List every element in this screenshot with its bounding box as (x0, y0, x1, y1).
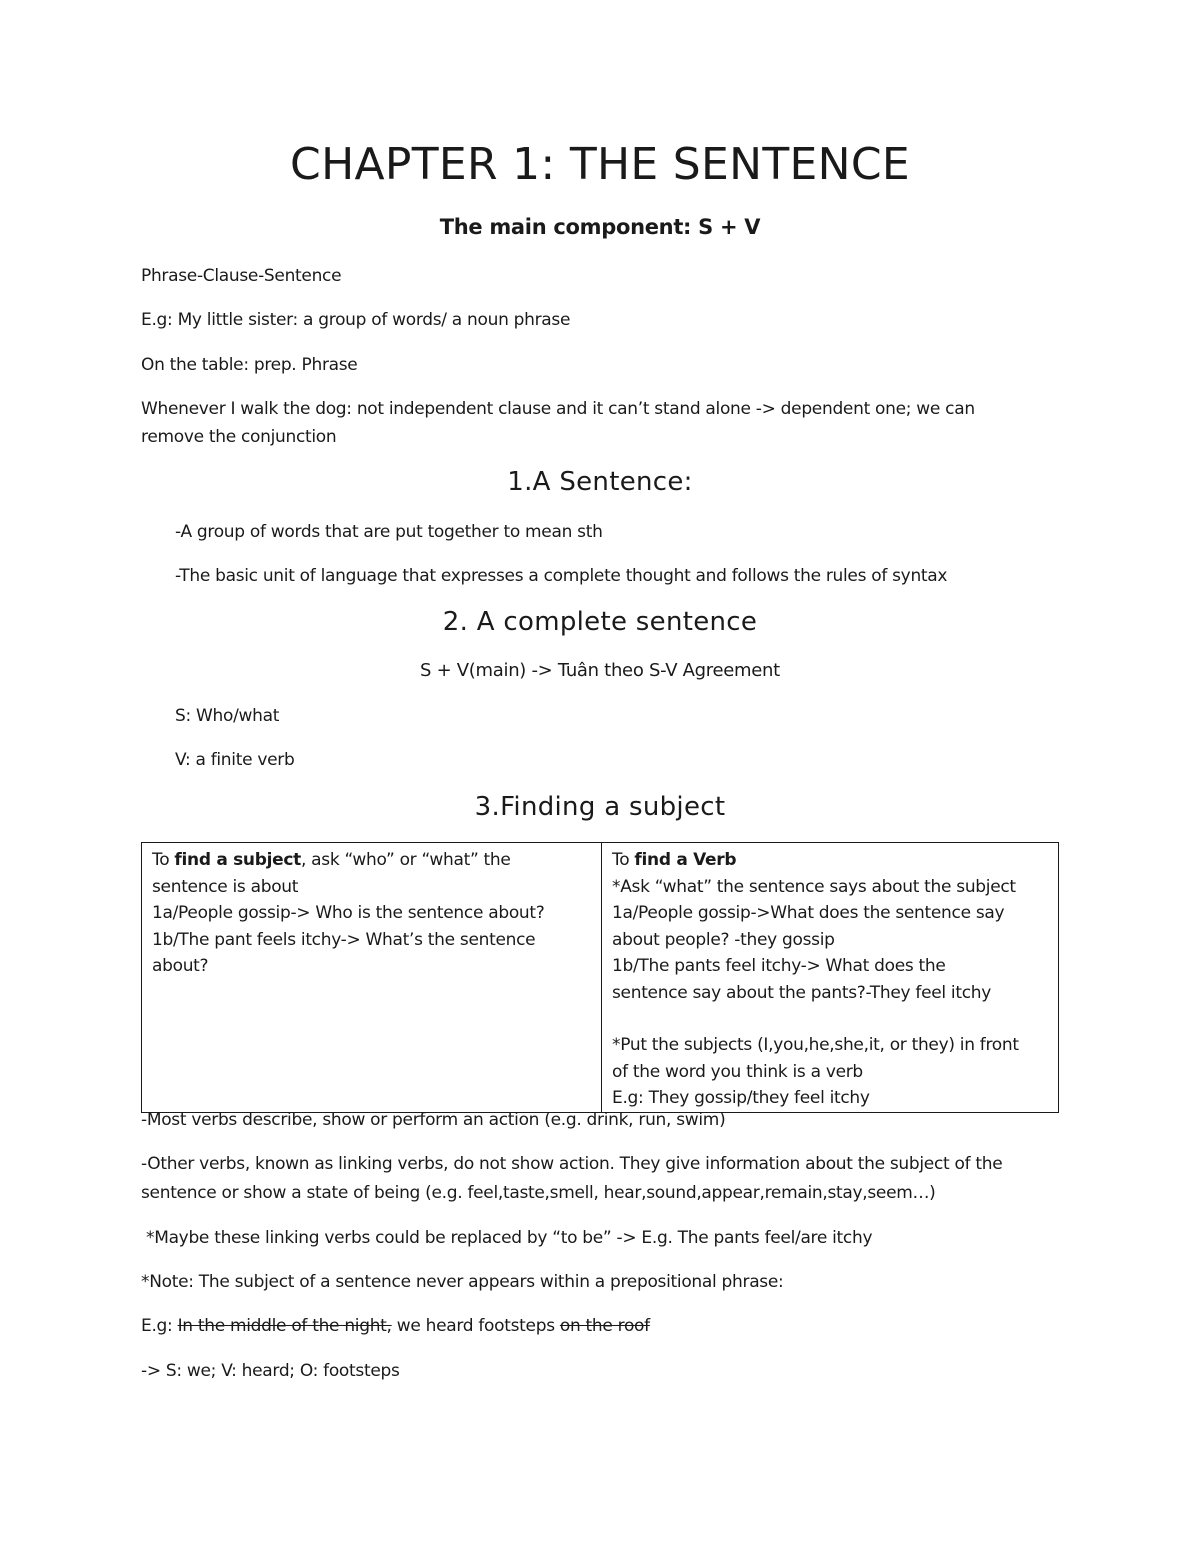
find-verb-line4: about people? -they gossip (612, 929, 835, 950)
find-subject-line4: 1b/The pant feels itchy-> What’s the sentence (152, 929, 536, 950)
intro-example-prep-phrase: On the table: prep. Phrase (141, 355, 358, 375)
find-subject-line5: about? (152, 956, 209, 976)
intro-example-noun-phrase: E.g: My little sister: a group of words/ a noun phrase (141, 310, 571, 330)
find-verb-line6: sentence say about the pants?-They feel itchy (612, 982, 991, 1003)
find-verb-gap (612, 1006, 1048, 1032)
find-subject-bold: find a subject (174, 850, 301, 870)
find-verb-line3: 1a/People gossip->What does the sentence say (612, 903, 1005, 923)
section1-heading: 1.A Sentence: (507, 467, 693, 497)
action-verbs-note: -Most verbs describe, show or perform an action (e.g. drink, run, swim) (141, 1110, 726, 1130)
find-verb-line5: 1b/The pants feel itchy-> What does the (612, 956, 946, 976)
intro-phrase-clause-sentence: Phrase-Clause-Sentence (141, 266, 342, 286)
intro-example-dependent-clause-line1: Whenever I walk the dog: not independent clause and it can’t stand alone -> dependent one; we can (141, 399, 975, 419)
find-verb-to: To (612, 850, 635, 870)
find-verb-cell (602, 843, 1059, 1113)
linking-verbs-note-line2: sentence or show a state of being (e.g. feel,taste,smell, hear,sound,appear,remain,stay,seem…) (141, 1183, 936, 1203)
to-be-replacement-note: *Maybe these linking verbs could be replaced by “to be” -> E.g. The pants feel/are itchy (146, 1228, 873, 1248)
struck-prep-phrase-2: on the roof (559, 1316, 650, 1336)
find-subject-rest: , ask “who” or “what” the (300, 850, 511, 870)
prepositional-example (141, 1316, 650, 1336)
find-verb-line2: *Ask “what” the sentence says about the subject (612, 876, 1016, 897)
find-verb-line7: *Put the subjects (I,you,he,she,it, or they) in front (612, 1035, 1019, 1055)
main-component-subtitle: The main component: S + V (439, 215, 761, 239)
find-subject-to: To (152, 850, 175, 870)
find-verb-line9: E.g: They gossip/they feel itchy (612, 1088, 870, 1108)
subject-verb-table (141, 842, 1059, 1113)
find-verb-line8: of the word you think is a verb (612, 1061, 863, 1082)
struck-prep-phrase-1: In the middle of the night, (177, 1316, 392, 1336)
find-subject-line1 (152, 847, 591, 874)
section2-formula: S + V(main) -> Tuân theo S-V Agreement (420, 660, 780, 681)
find-subject-line3: 1a/People gossip-> Who is the sentence about? (152, 903, 545, 923)
example-core: we heard footsteps (391, 1316, 560, 1336)
example-prefix: E.g: (141, 1316, 178, 1336)
intro-example-dependent-clause-line2: remove the conjunction (141, 427, 337, 447)
prepositional-phrase-note: *Note: The subject of a sentence never appears within a prepositional phrase: (141, 1272, 784, 1292)
section2-heading: 2. A complete sentence (442, 607, 758, 637)
find-subject-cell (142, 843, 602, 1113)
linking-verbs-note-line1: -Other verbs, known as linking verbs, do not show action. They give information about the subject of the (141, 1154, 1003, 1174)
section1-point-1: -A group of words that are put together to mean sth (175, 522, 603, 542)
section2-subject-definition: S: Who/what (175, 706, 280, 726)
table-row (142, 843, 1059, 1113)
find-verb-line1 (612, 847, 1048, 874)
find-verb-bold: find a Verb (634, 850, 737, 870)
section1-point-2: -The basic unit of language that expresses a complete thought and follows the rules of syntax (175, 566, 948, 586)
find-subject-line2: sentence is about (152, 876, 299, 897)
example-analysis-result: -> S: we; V: heard; O: footsteps (141, 1361, 400, 1381)
chapter-title: CHAPTER 1: THE SENTENCE (290, 139, 910, 190)
section2-verb-definition: V: a finite verb (175, 750, 295, 770)
section3-heading: 3.Finding a subject (474, 792, 726, 822)
